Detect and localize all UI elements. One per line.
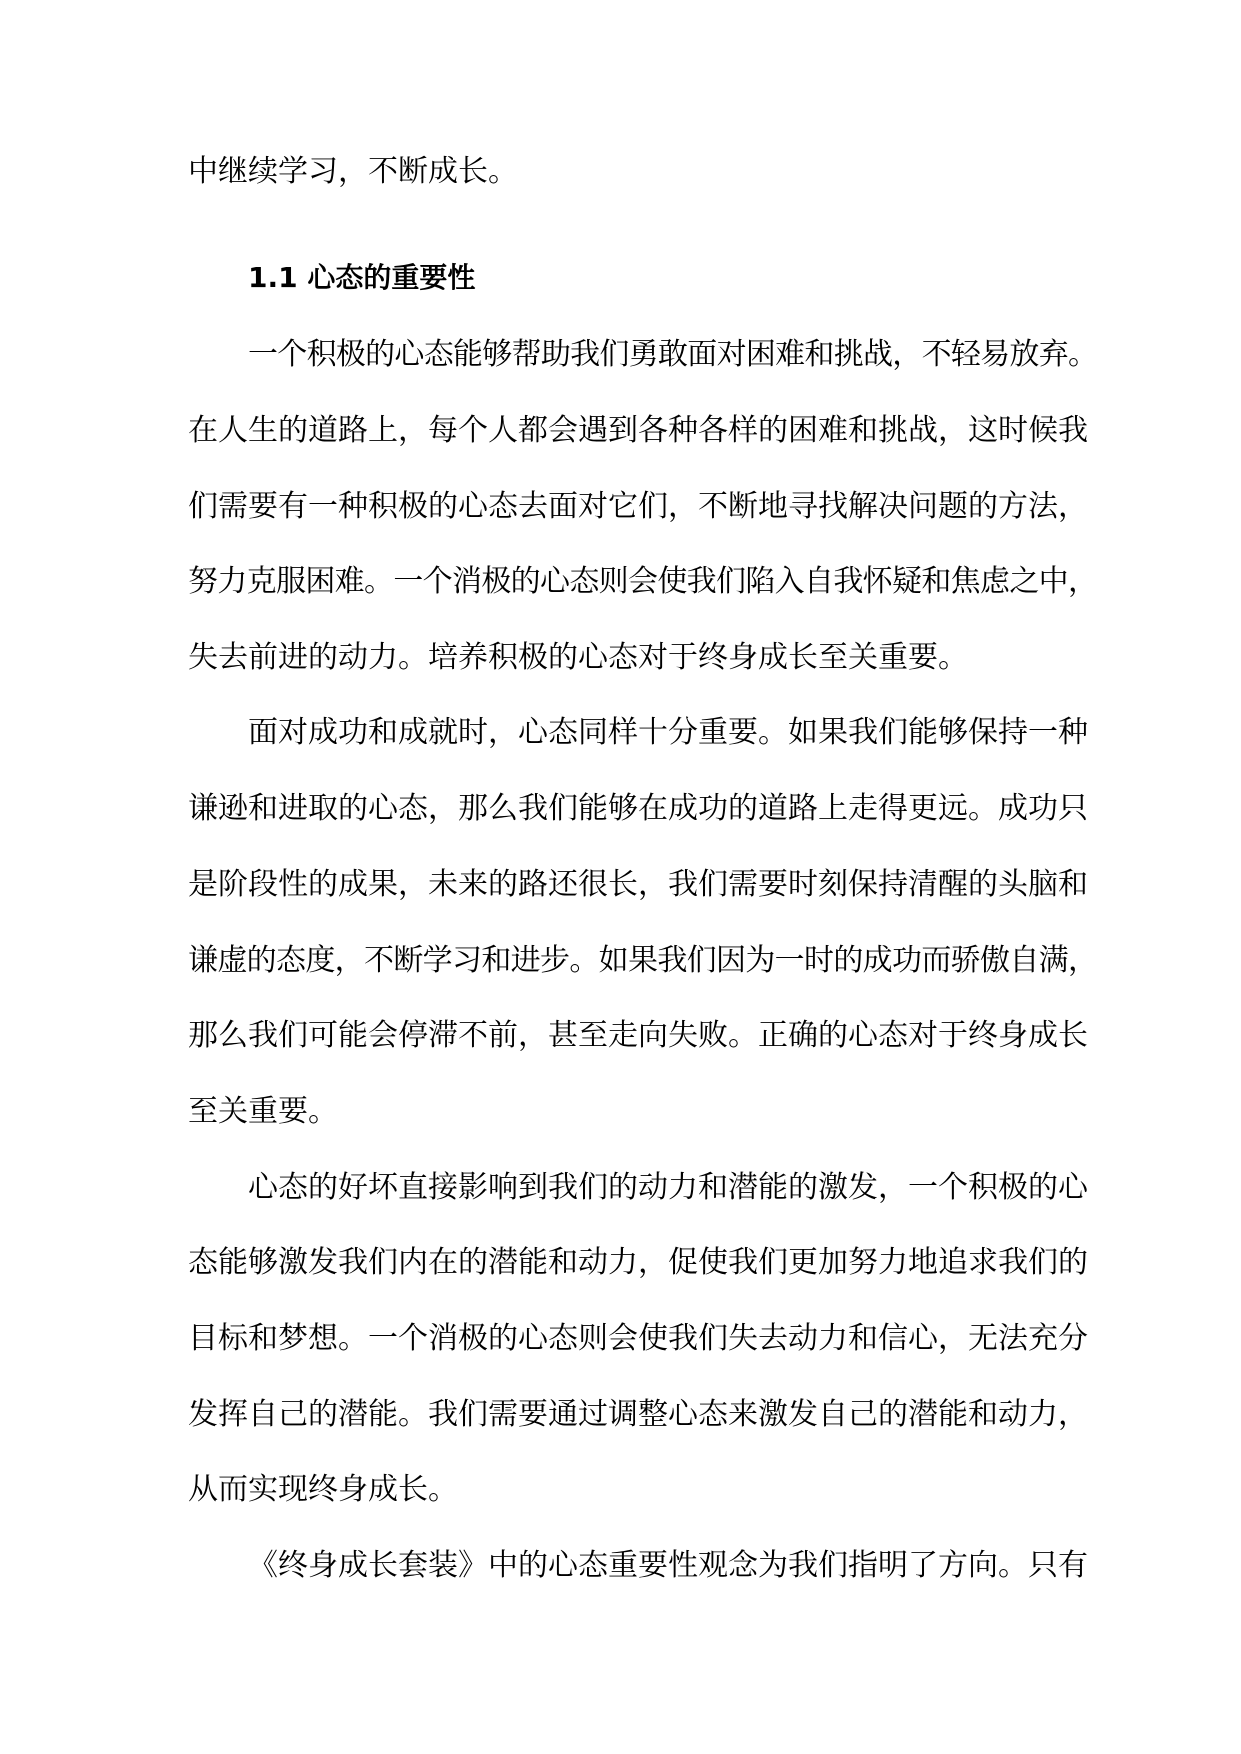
paragraph-3-line-4: 发挥自己的潜能。我们需要通过调整心态来激发自己的潜能和动力，	[188, 1397, 1088, 1432]
paragraph-2-line-6: 至关重要。	[188, 1094, 338, 1129]
paragraph-2-line-2: 谦逊和进取的心态，那么我们能够在成功的道路上走得更远。成功只	[188, 791, 1088, 826]
continuation-line: 中继续学习，不断成长。	[188, 154, 518, 189]
paragraph-4-line-1: 《终身成长套装》中的心态重要性观念为我们指明了方向。只有	[248, 1548, 1088, 1583]
paragraph-1-line-4: 努力克服困难。一个消极的心态则会使我们陷入自我怀疑和焦虑之中，	[188, 564, 1098, 599]
paragraph-2-line-3: 是阶段性的成果，未来的路还很长，我们需要时刻保持清醒的头脑和	[188, 867, 1088, 902]
paragraph-1-line-5: 失去前进的动力。培养积极的心态对于终身成长至关重要。	[188, 640, 968, 675]
paragraph-1-line-2: 在人生的道路上，每个人都会遇到各种各样的困难和挑战，这时候我	[188, 413, 1088, 448]
paragraph-2-line-5: 那么我们可能会停滞不前，甚至走向失败。正确的心态对于终身成长	[188, 1018, 1088, 1053]
paragraph-2-line-1: 面对成功和成就时，心态同样十分重要。如果我们能够保持一种	[248, 715, 1088, 750]
paragraph-3-line-5: 从而实现终身成长。	[188, 1472, 458, 1507]
paragraph-3-line-1: 心态的好坏直接影响到我们的动力和潜能的激发，一个积极的心	[248, 1170, 1088, 1205]
paragraph-1-line-1: 一个积极的心态能够帮助我们勇敢面对困难和挑战，不轻易放弃。	[248, 337, 1098, 372]
paragraph-3-line-3: 目标和梦想。一个消极的心态则会使我们失去动力和信心，无法充分	[188, 1321, 1088, 1356]
paragraph-2-line-4: 谦虚的态度，不断学习和进步。如果我们因为一时的成功而骄傲自满，	[188, 943, 1098, 978]
paragraph-3-line-2: 态能够激发我们内在的潜能和动力，促使我们更加努力地追求我们的	[188, 1245, 1088, 1280]
paragraph-1-line-3: 们需要有一种积极的心态去面对它们，不断地寻找解决问题的方法，	[188, 489, 1088, 524]
section-heading: 1.1 心态的重要性	[248, 261, 476, 294]
